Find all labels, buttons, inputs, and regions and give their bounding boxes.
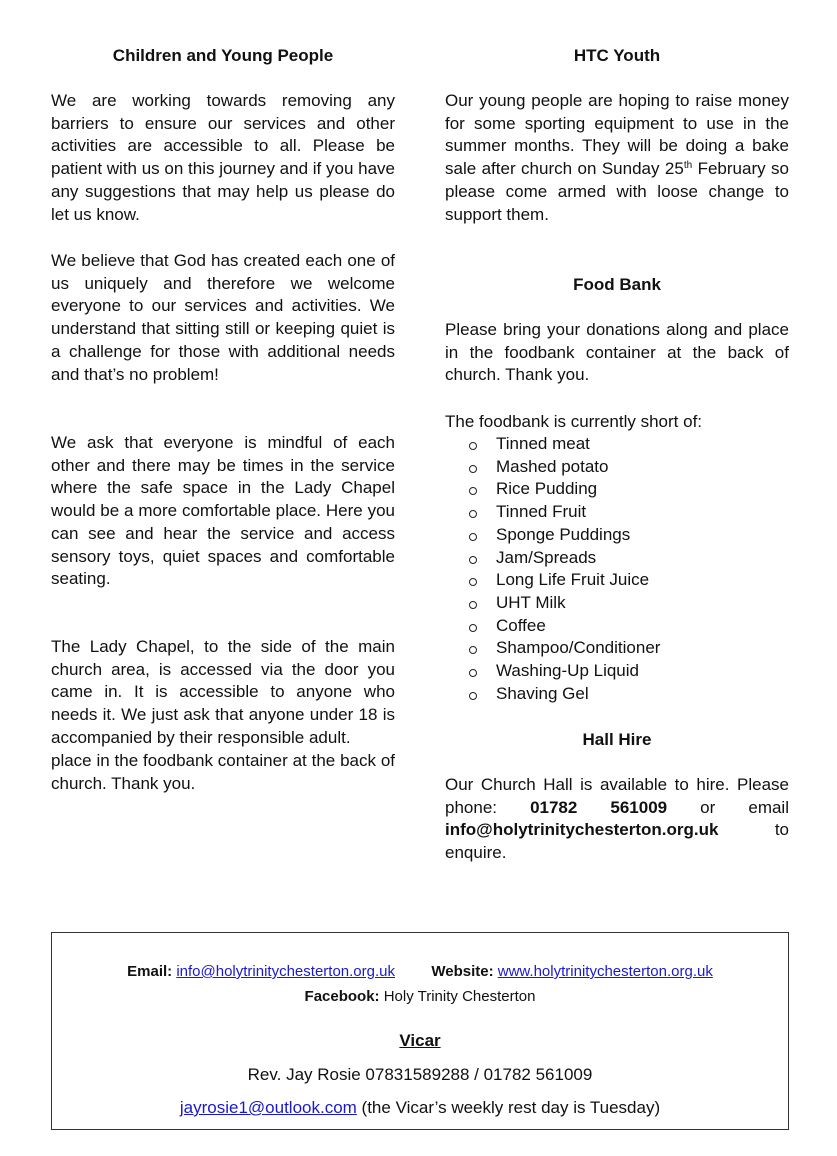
- list-item-label: Tinned Fruit: [496, 502, 587, 522]
- children-paragraph-1: We are working towards removing any barriers to ensure our services and other activities are accessible to all. Please be patient with us on this journey and if you have any suggestions that may help us please do let us know.: [51, 91, 395, 224]
- list-item: [469, 524, 789, 547]
- list-item-label: Shaving Gel: [496, 683, 589, 703]
- hall-hire-text-1: Our Church Hall is available to hire. Please phone:: [445, 775, 789, 817]
- circle-bullet-icon: [469, 692, 477, 700]
- circle-bullet-icon: [469, 556, 477, 564]
- list-item: [469, 592, 789, 615]
- list-item-label: Shampoo/Conditioner: [496, 638, 661, 658]
- list-item: [469, 478, 789, 501]
- vicar-email-link[interactable]: jayrosie1@outlook.com: [179, 1098, 357, 1117]
- website-link[interactable]: www.holytrinitychesterton.org.uk: [497, 963, 713, 980]
- vicar-contact-line: Rev. Jay Rosie 07831589288 / 01782 561009: [247, 1065, 593, 1084]
- facebook-label: Facebook:: [304, 988, 380, 1005]
- list-item-label: UHT Milk: [496, 592, 566, 612]
- list-item: [469, 637, 789, 660]
- children-paragraph-5: place in the foodbank container at the back of church. Thank you.: [51, 751, 395, 793]
- youth-text-start: Our young people are hoping to raise money for some sporting equipment to use in the summer months. They will be doing a bake sale after church on Sunday 25: [445, 91, 789, 179]
- list-item: [469, 569, 789, 592]
- email-website-line: [52, 962, 788, 982]
- list-item-label: Jam/Spreads: [496, 547, 597, 567]
- hall-hire-email: info@holytrinitychesterton.org.uk: [445, 820, 719, 840]
- section-title-hall-hire: Hall Hire: [582, 730, 652, 749]
- list-item-label: Coffee: [496, 615, 546, 635]
- list-item: [469, 501, 789, 524]
- facebook-line: [52, 987, 788, 1007]
- hall-hire-phone: 01782 561009: [530, 797, 668, 817]
- email-label: Email:: [127, 963, 173, 980]
- circle-bullet-icon: [469, 669, 477, 677]
- circle-bullet-icon: [469, 601, 477, 609]
- circle-bullet-icon: [469, 442, 477, 450]
- children-paragraph-3: We ask that everyone is mindful of each other and there may be times in the service where the safe space in the Lady Chapel would be a more comfortable place. Here you can see and hear the service and access sensory toys, quiet spaces and comfortable seating.: [51, 433, 395, 589]
- list-item-label: Rice Pudding: [496, 479, 598, 499]
- children-paragraph-2: We believe that God has created each one of us uniquely and therefore we welcome everyone to our services and activities. We understand that sitting still or keeping quiet is a challenge for those with additional needs and that’s no problem!: [51, 251, 395, 384]
- circle-bullet-icon: [469, 487, 477, 495]
- list-item: [469, 683, 789, 706]
- facebook-name: Holy Trinity Chesterton: [383, 988, 536, 1005]
- section-title-food-bank: Food Bank: [573, 275, 661, 294]
- youth-text-end: February so please come armed with loose change to support them.: [445, 159, 789, 224]
- list-item: [469, 615, 789, 638]
- section-title-htc-youth: HTC Youth: [573, 46, 661, 65]
- list-item-label: Washing-Up Liquid: [496, 661, 639, 681]
- foodbank-intro: Please bring your donations along and place in the foodbank container at the back of church. Thank you.: [445, 320, 789, 385]
- vicar-email-line: [52, 1097, 788, 1119]
- hall-hire-text-2: or email: [667, 797, 789, 817]
- date-suffix: th: [683, 160, 693, 172]
- vicar-heading: Vicar: [399, 1031, 441, 1050]
- hall-hire-paragraph: [445, 774, 789, 865]
- circle-bullet-icon: [469, 624, 477, 632]
- hall-hire-text-3: to enquire.: [445, 820, 789, 863]
- list-item-label: Tinned meat: [496, 434, 590, 453]
- list-item: [469, 660, 789, 683]
- contact-box: [51, 932, 789, 1130]
- circle-bullet-icon: [469, 578, 477, 586]
- circle-bullet-icon: [469, 465, 477, 473]
- circle-bullet-icon: [469, 510, 477, 518]
- foodbank-list-heading: The foodbank is currently short of:: [445, 412, 703, 431]
- list-item: [469, 547, 789, 570]
- children-paragraph-4: The Lady Chapel, to the side of the main church area, is accessed via the door you came in. It is accessible to anyone who needs it. We just ask that anyone under 18 is accompanied by their responsible adult.: [51, 637, 395, 747]
- foodbank-shortage-list: [445, 433, 789, 705]
- list-item: [469, 456, 789, 479]
- list-item-label: Sponge Puddings: [496, 524, 631, 544]
- list-item-label: Mashed potato: [496, 456, 609, 476]
- section-title-children: Children and Young People: [112, 46, 334, 65]
- email-link[interactable]: info@holytrinitychesterton.org.uk: [176, 963, 395, 980]
- circle-bullet-icon: [469, 646, 477, 654]
- list-item-label: Long Life Fruit Juice: [496, 570, 650, 590]
- circle-bullet-icon: [469, 533, 477, 541]
- vicar-rest-day-note: (the Vicar’s weekly rest day is Tuesday): [356, 1098, 661, 1117]
- list-item: [469, 433, 789, 456]
- website-label: Website:: [431, 963, 494, 980]
- youth-paragraph: [445, 90, 789, 226]
